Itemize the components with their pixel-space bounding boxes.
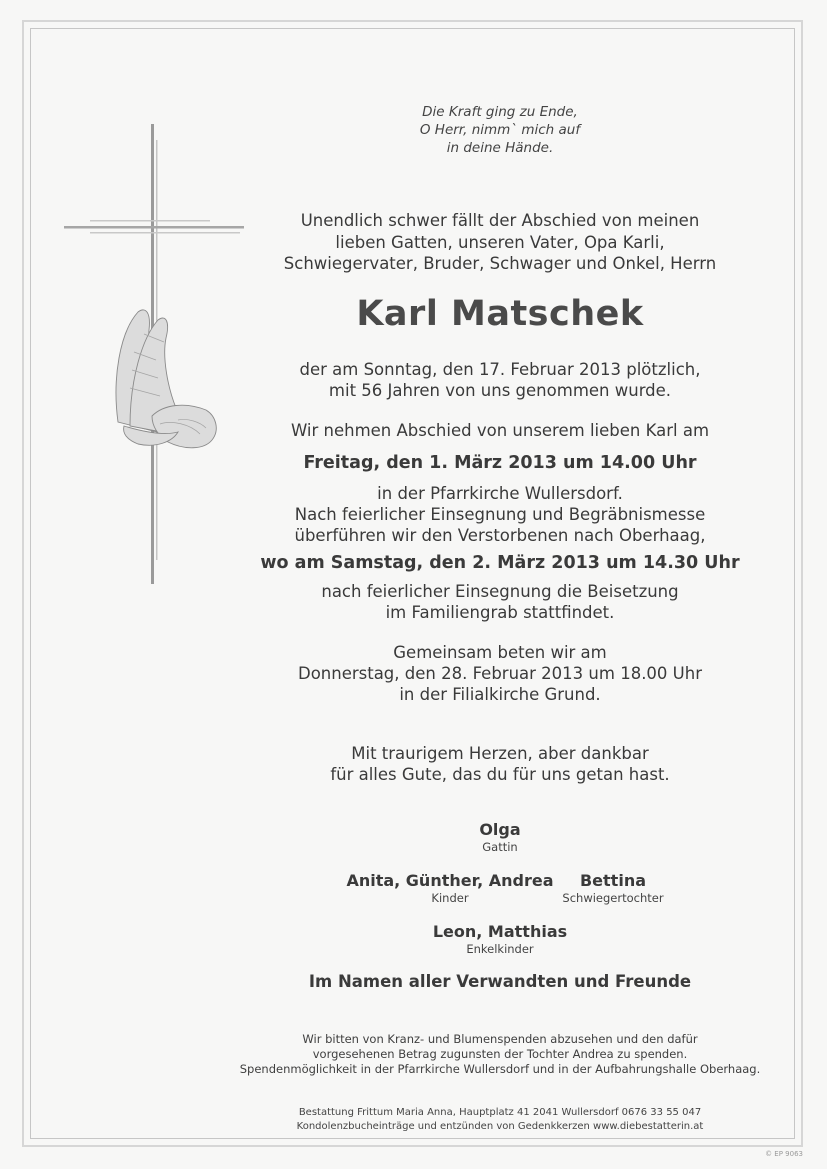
intro-line-2: lieben Gatten, unseren Vater, Opa Karli, [335,233,665,252]
burial-details-line-2: im Familiengrab stattfindet. [385,603,615,622]
daughter-in-law-name: Bettina [579,871,646,890]
grandchildren-names: Leon, Matthias [432,922,568,941]
deceased-name: Karl Matschek [356,294,644,334]
undertaker-line-2: Kondolenzbucheinträge und entzünden von Gedenkkerzen www.diebestatterin.at [296,1121,704,1132]
funeral-details-line-2: Nach feierlicher Einsegnung und Begräbnismesse [294,505,706,524]
children-role: Kinder [431,891,469,905]
burial-date: wo am Samstag, den 2. März 2013 um 14.30 Uhr [260,553,740,573]
daughter-in-law-role: Schwiegertochter [562,891,664,905]
copyright-mark: © EP 9063 [765,1150,803,1158]
donation-note-line-1: Wir bitten von Kranz- und Blumenspenden abzusehen und den dafür [302,1032,698,1046]
closing-line-2: für alles Gute, das du für uns getan hast. [330,765,670,784]
children-names: Anita, Günther, Andrea [346,871,554,890]
farewell-intro: Wir nehmen Abschied von unserem lieben Karl am [290,421,710,440]
poem-line-1: Die Kraft ging zu Ende, [422,104,578,120]
intro-line-1: Unendlich schwer fällt der Abschied von meinen [300,211,700,230]
death-notice-line-2: mit 56 Jahren von uns genommen wurde. [328,381,672,400]
burial-details-line-1: nach feierlicher Einsegnung die Beisetzung [321,582,679,601]
donation-note-line-3: Spendenmöglichkeit in der Pfarrkirche Wullersdorf und in der Aufbahrungshalle Oberhaag. [239,1062,761,1076]
prayer-line-1: Gemeinsam beten wir am [393,643,607,662]
death-notice-line-1: der am Sonntag, den 17. Februar 2013 plötzlich, [299,360,701,379]
closing-line-1: Mit traurigem Herzen, aber dankbar [351,744,649,763]
intro-line-3: Schwiegervater, Bruder, Schwager und Onkel, Herrn [283,254,717,273]
funeral-details-line-3: überführen wir den Verstorbenen nach Oberhaag, [294,526,706,545]
undertaker-line-1: Bestattung Frittum Maria Anna, Hauptplatz 41 2041 Wullersdorf 0676 33 55 047 [298,1107,702,1118]
donation-note-line-2: vorgesehenen Betrag zugunsten der Tochter Andrea zu spenden. [312,1047,688,1061]
poem-line-2: O Herr, nimm` mich auf [419,122,581,138]
grandchildren-role: Enkelkinder [466,942,534,956]
poem-line-3: in deine Hände. [446,140,554,156]
funeral-date: Freitag, den 1. März 2013 um 14.00 Uhr [303,453,697,473]
funeral-details-line-1: in der Pfarrkirche Wullersdorf. [377,484,623,503]
relatives-line: Im Namen aller Verwandten und Freunde [308,972,692,991]
spouse-name: Olga [479,820,521,839]
prayer-line-2: Donnerstag, den 28. Februar 2013 um 18.00 Uhr [297,664,702,683]
prayer-line-3: in der Filialkirche Grund. [399,685,601,704]
spouse-role: Gattin [482,840,518,854]
